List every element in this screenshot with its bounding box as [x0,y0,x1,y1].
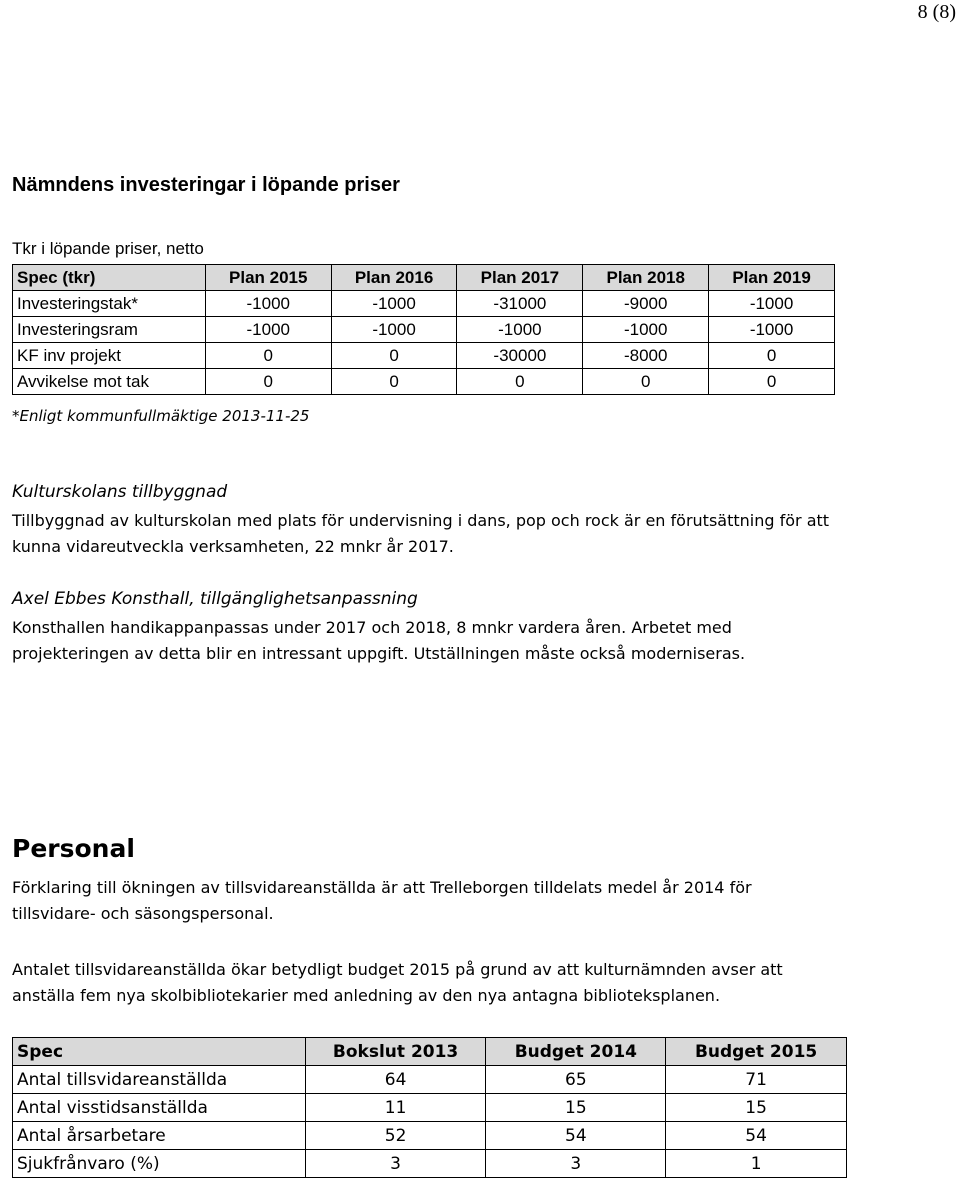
table-header-row [13,1038,847,1066]
column-header: Plan 2017 [457,265,583,291]
table-cell: -1000 [205,291,331,317]
row-label: Sjukfrånvaro (%) [13,1150,306,1178]
table-cell: 0 [583,369,709,395]
table-cell: 54 [666,1122,847,1150]
table-cell: -1000 [709,317,835,343]
personal-heading: Personal [12,834,135,863]
table-cell: 71 [666,1066,847,1094]
personal-table [12,1037,847,1178]
table-cell: -1000 [709,291,835,317]
table-cell: -8000 [583,343,709,369]
table-cell: 11 [305,1094,486,1122]
table-cell: 15 [486,1094,666,1122]
column-header: Plan 2019 [709,265,835,291]
table-cell: -1000 [331,291,457,317]
table-cell: 0 [331,343,457,369]
column-header: Spec [13,1038,306,1066]
table-row [13,343,835,369]
table-row [13,291,835,317]
column-header: Plan 2016 [331,265,457,291]
row-label: Antal årsarbetare [13,1122,306,1150]
table-cell: -1000 [457,317,583,343]
row-label: Antal visstidsanställda [13,1094,306,1122]
table-cell: 3 [486,1150,666,1178]
table-cell: 54 [486,1122,666,1150]
investments-heading: Nämndens investeringar i löpande priser [12,174,400,196]
column-header: Budget 2015 [666,1038,847,1066]
personal-paragraph: Antalet tillsvidareanställda ökar betydligt budget 2015 på grund av att kulturnämnden avser att anställa fem nya skolbibliotekarier med anledning av den nya antagna biblioteksplanen. [12,960,783,1005]
table-cell: 0 [457,369,583,395]
table-cell: -1000 [205,317,331,343]
row-label: Investeringstak* [13,291,206,317]
table-header-row [13,265,835,291]
page-number: 8 (8) [917,1,956,23]
section-text-konsthall: Konsthallen handikappanpassas under 2017 och 2018, 8 mnkr vardera åren. Arbetet med projekteringen av detta blir en intressant uppgift. Utställningen måste också moderniseras. [12,618,746,663]
table-cell: 0 [331,369,457,395]
table-row [13,1094,847,1122]
table-cell: -1000 [583,317,709,343]
table-cell: 65 [486,1066,666,1094]
table-cell: -31000 [457,291,583,317]
column-header: Budget 2014 [486,1038,666,1066]
table-cell: -30000 [457,343,583,369]
table-cell: -1000 [331,317,457,343]
table-cell: -9000 [583,291,709,317]
table-cell: 15 [666,1094,847,1122]
table-row [13,1150,847,1178]
table-row [13,1122,847,1150]
table-cell: 0 [205,369,331,395]
table-cell: 0 [709,343,835,369]
investments-caption: Tkr i löpande priser, netto [12,239,204,258]
table-cell: 1 [666,1150,847,1178]
column-header: Bokslut 2013 [305,1038,486,1066]
section-text-kulturskolan: Tillbyggnad av kulturskolan med plats för undervisning i dans, pop och rock är en förutsättning för att kunna vidareutveckla verksamheten, 22 mnkr år 2017. [12,511,830,556]
personal-paragraph: Förklaring till ökningen av tillsvidareanställda är att Trelleborgen tilldelats medel år 2014 för tillsvidare- och säsongspersonal. [12,878,752,923]
investments-table [12,264,835,395]
section-title-konsthall: Axel Ebbes Konsthall, tillgänglighetsanpassning [12,589,418,609]
table-row [13,1066,847,1094]
row-label: Avvikelse mot tak [13,369,206,395]
column-header: Spec (tkr) [13,265,206,291]
column-header: Plan 2015 [205,265,331,291]
row-label: Antal tillsvidareanställda [13,1066,306,1094]
section-title-kulturskolan: Kulturskolans tillbyggnad [12,482,228,502]
row-label: KF inv projekt [13,343,206,369]
row-label: Investeringsram [13,317,206,343]
table-row [13,369,835,395]
table-cell: 52 [305,1122,486,1150]
column-header: Plan 2018 [583,265,709,291]
table-cell: 3 [305,1150,486,1178]
table-cell: 0 [205,343,331,369]
table-cell: 0 [709,369,835,395]
investments-footnote: *Enligt kommunfullmäktige 2013-11-25 [12,407,310,425]
table-row [13,317,835,343]
table-cell: 64 [305,1066,486,1094]
